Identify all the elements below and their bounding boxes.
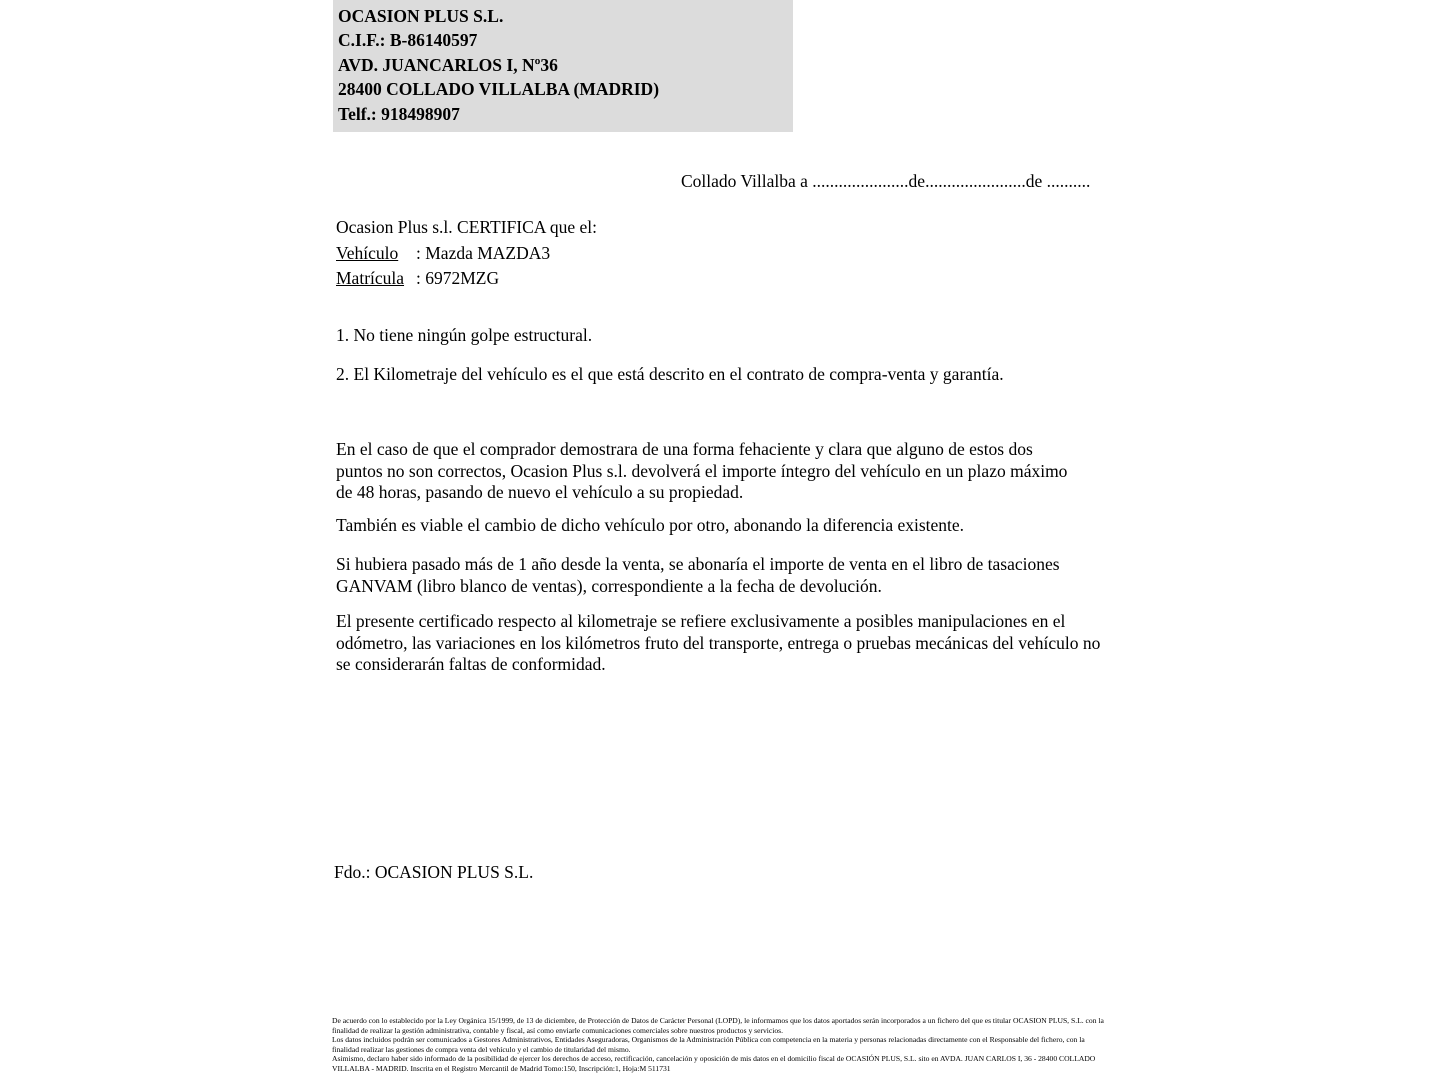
company-address: AVD. JUANCARLOS I, Nº36 (338, 54, 558, 75)
legal-paragraph-2: Los datos incluidos podrán ser comunicados a Gestores Administrativos, Entidades Aseguradoras, Organismos de la Administración Pública con competencia en la materia y personas relacionadas directamente con el Responsable del fichero, con la finalidad realizar las gestiones de compra venta del vehículo y el cambio de titularidad del mismo. (332, 1035, 1085, 1054)
vehicle-label: Vehículo (336, 242, 399, 263)
point-1: 1. No tiene ningún golpe estructural. (336, 325, 593, 345)
paragraph-odometer: El presente certificado respecto al kilometraje se refiere exclusivamente a posibles manipulaciones en el odómetro, las variaciones en los kilómetros fruto del transporte, entrega o pruebas mecánicas del vehículo no se considerarán faltas de conformidad. (336, 611, 1101, 674)
point-2: 2. El Kilometraje del vehículo es el que está descrito en el contrato de compra-venta y garantía. (336, 364, 1004, 384)
company-phone: Telf.: 918498907 (338, 103, 460, 124)
certification-block (336, 215, 597, 292)
vehicle-row (336, 241, 597, 267)
plate-row (336, 266, 597, 292)
legal-paragraph-1: De acuerdo con lo establecido por la Ley Orgánica 15/1999, de 13 de diciembre, de Protección de Datos de Carácter Personal (LOPD), le informamos que los datos aportados serán incorporados a un fichero del que es titular OCASION PLUS, S.L. con la finalidad de realizar la gestión administrativa, contable y fiscal, así como enviarle comunicaciones comerciales sobre nuestros productos y servicios. (332, 1016, 1104, 1035)
paragraph-ganvam: Si hubiera pasado más de 1 año desde la venta, se abonaría el importe de venta en el libro de tasaciones GANVAM (libro blanco de ventas), correspondiente a la fecha de devolución. (336, 554, 1060, 596)
vehicle-value: : Mazda MAZDA3 (416, 242, 551, 263)
legal-paragraph-3: Asimismo, declaro haber sido informado de la posibilidad de ejercer los derechos de acceso, rectificación, cancelación y oposición de mis datos en el domicilio fiscal de OCASIÓN PLUS, S.L. sito en AVDA. JUAN CARLOS I, 36 - 28400 COLLADO VILLALBA - MADRID. Inscrita en el Registro Mercantil de Madrid Tomo:150, Inscripción:1, Hoja:M 511731 (332, 1054, 1096, 1073)
company-city: 28400 COLLADO VILLALBA (MADRID) (338, 79, 660, 100)
signature-line: Fdo.: OCASION PLUS S.L. (334, 862, 534, 882)
company-name: OCASION PLUS S.L. (338, 6, 504, 26)
company-cif: C.I.F.: B-86140597 (338, 30, 478, 51)
plate-label: Matrícula (336, 268, 405, 288)
paragraph-exchange: También es viable el cambio de dicho vehículo por otro, abonando la diferencia existente. (336, 515, 965, 535)
certification-intro: Ocasion Plus s.l. CERTIFICA que el: (336, 217, 597, 237)
company-header-block (333, 0, 793, 132)
legal-footer (332, 1016, 1112, 1074)
plate-value: : 6972MZG (416, 268, 500, 288)
date-line: Collado Villalba a ......................de.......................de .......... (681, 171, 1091, 191)
paragraph-refund: En el caso de que el comprador demostrara de una forma fehaciente y clara que alguno de estos dos puntos no son correctos, Ocasion Plus s.l. devolverá el importe íntegro del vehículo en un plazo máximo de 48 horas, pasando de nuevo el vehículo a su propiedad. (336, 439, 1068, 502)
